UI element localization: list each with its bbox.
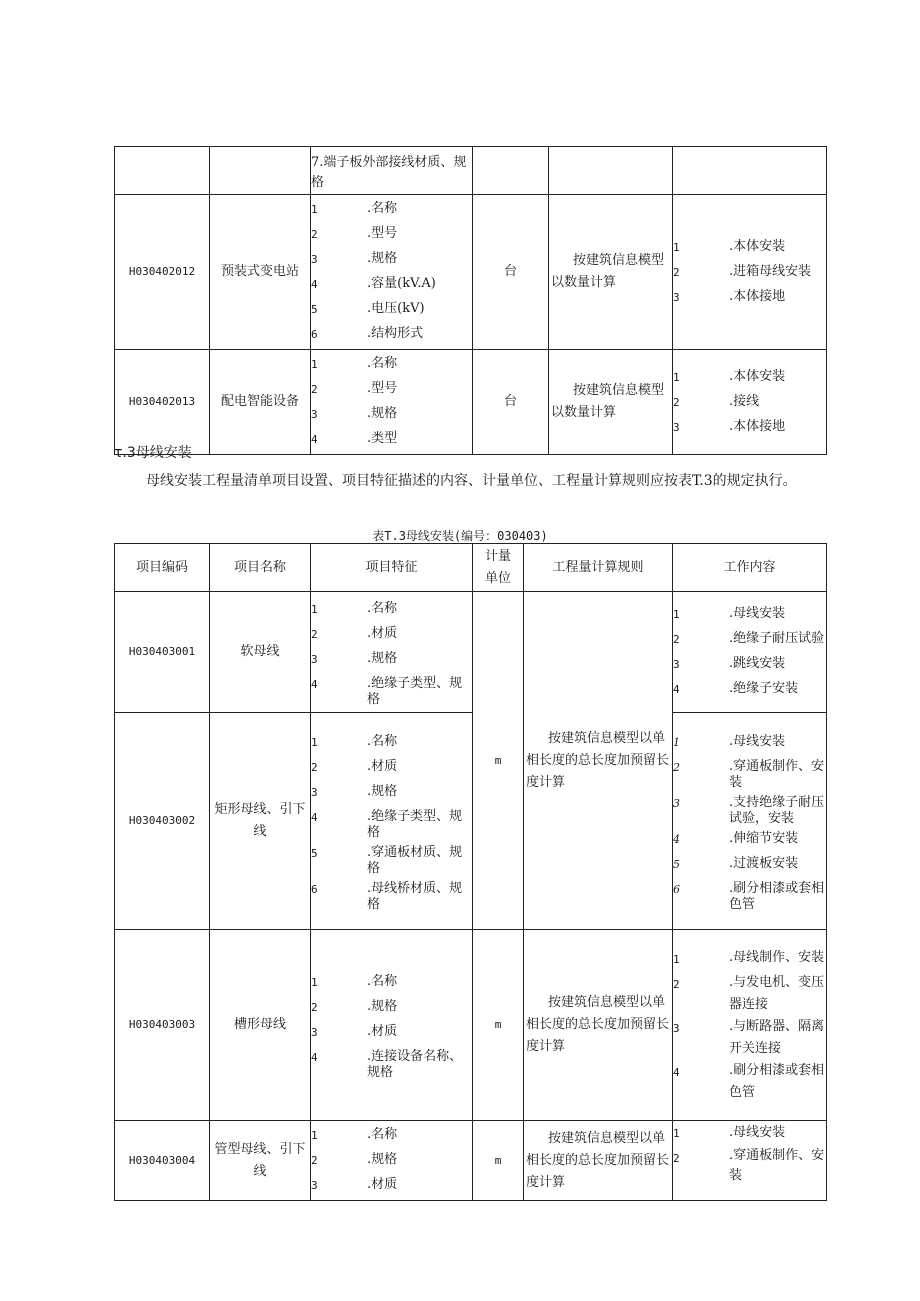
item-name-text: 管型母线、引下线: [214, 1141, 306, 1179]
feature-text: .电压(kV): [367, 301, 425, 316]
work-text: .与发电机、变压器连接: [729, 974, 825, 1012]
feature-num: 4: [311, 1050, 318, 1064]
work-text: .母线制作、安装: [729, 949, 825, 965]
feature-text: .绝缘子类型、规格: [367, 808, 463, 840]
work-num: 6: [673, 882, 680, 896]
feature-text: .规格: [367, 406, 398, 421]
feature-text: .名称: [367, 973, 398, 989]
work-text: .穿通板制作、安装: [729, 758, 825, 790]
table-row: [115, 147, 827, 195]
work-num: 1: [673, 1127, 680, 1140]
feature-num: 6: [311, 328, 318, 341]
header-code: 项目编码: [115, 544, 210, 592]
feature-num: 3: [311, 785, 318, 799]
work-num: 3: [673, 290, 680, 304]
feature-num: 1: [311, 203, 318, 216]
feature-text: .材质: [367, 1023, 398, 1039]
feature-num: 5: [311, 846, 318, 860]
feature-num: 1: [311, 975, 318, 989]
feature-text: .材质: [367, 1177, 398, 1192]
feature-text: .容量(kV.A): [367, 276, 436, 291]
work-text: .刷分相漆或套相色管: [729, 1062, 825, 1100]
item-code: H030403002: [115, 713, 210, 930]
work-text: .绝缘子耐压试验: [729, 631, 825, 646]
rule-cell: [549, 195, 673, 350]
unit-cell: 台: [473, 195, 549, 350]
header-name: 项目名称: [210, 544, 311, 592]
work-text: .本体接地: [729, 418, 786, 434]
rule-cell: [524, 1121, 673, 1201]
work-num: 2: [673, 760, 680, 774]
work-text: .本体安装: [729, 238, 786, 254]
work-cell: [673, 713, 827, 930]
item-code: H030403004: [115, 1121, 210, 1201]
unit-cell-merged: m: [473, 592, 524, 930]
work-num: 2: [673, 1152, 680, 1165]
item-code: H030402013: [115, 350, 210, 455]
item-code: H030403001: [115, 592, 210, 713]
work-num: 3: [673, 658, 680, 671]
feature-cell: [311, 1121, 473, 1201]
work-text: .接线: [729, 393, 760, 409]
item-name: 槽形母线: [210, 930, 311, 1121]
feature-text: .连接设备名称、规格: [367, 1048, 463, 1080]
feature-text: .母线桥材质、规格: [367, 880, 463, 912]
work-text: .进箱母线安装: [729, 263, 812, 279]
rule-text: 按建筑信息模型以单相长度的总长度加预留长度计算: [526, 995, 670, 1054]
feature-text: .规格: [367, 998, 398, 1014]
feature-cell: [311, 592, 473, 713]
table-busbar: [114, 543, 827, 1201]
item-name: 配电智能设备: [210, 350, 311, 455]
rule-cell: [524, 930, 673, 1121]
feature-num: 4: [311, 433, 318, 446]
feature-cell: [311, 930, 473, 1121]
work-text: .本体接地: [729, 288, 786, 304]
work-cell: [673, 1121, 827, 1201]
feature-num: 3: [311, 408, 318, 421]
table-row: [115, 1121, 827, 1201]
header-unit: [473, 544, 524, 592]
work-num: 1: [673, 952, 680, 966]
unit-cell: m: [473, 1121, 524, 1201]
feature-num: 6: [311, 882, 318, 896]
header-features: 项目特征: [311, 544, 473, 592]
work-cell: [673, 195, 827, 350]
table-row: [115, 713, 827, 930]
feature-text: .规格: [367, 650, 398, 666]
feature-cell: [311, 350, 473, 455]
feature-num: 3: [311, 253, 318, 266]
table-row: [115, 195, 827, 350]
work-num: 3: [673, 796, 680, 810]
feature-text: .名称: [367, 600, 398, 616]
feature-num: 2: [311, 1000, 318, 1014]
table-header-row: [115, 544, 827, 592]
work-text: .刷分相漆或套相色管: [729, 880, 825, 912]
work-text: .过渡板安装: [729, 855, 799, 871]
feature-num: 5: [311, 303, 318, 316]
work-num: 2: [673, 395, 680, 409]
rule-text: 按建筑信息模型以数量计算: [551, 383, 665, 420]
feature-text: .类型: [367, 431, 398, 446]
work-num: 1: [673, 370, 680, 384]
feature-text: .规格: [367, 783, 398, 799]
item-name: 预装式变电站: [210, 195, 311, 350]
feature-text: .规格: [367, 251, 398, 266]
item-code: H030403003: [115, 930, 210, 1121]
feature-num: 2: [311, 1154, 318, 1167]
table-continuation: [114, 146, 827, 455]
feature-text: .名称: [367, 356, 398, 371]
work-num: 4: [673, 832, 680, 846]
rule-text: 按建筑信息模型以单相长度的总长度加预留长度计算: [526, 730, 670, 790]
work-num: 1: [673, 735, 680, 749]
rule-cell-merged: [524, 592, 673, 930]
feature-num: 2: [311, 228, 318, 241]
feature-num: 4: [311, 677, 318, 691]
work-num: 2: [673, 265, 680, 279]
feature-text: .型号: [367, 381, 398, 396]
header-rule: 工程量计算规则: [524, 544, 673, 592]
item-name: 软母线: [210, 592, 311, 713]
feature-num: 3: [311, 1025, 318, 1039]
work-text: .穿通板制作、安装: [729, 1148, 825, 1183]
unit-cell: m: [473, 930, 524, 1121]
work-text: .绝缘子安装: [729, 681, 799, 696]
header-work: 工作内容: [673, 544, 827, 592]
work-num: 2: [673, 977, 680, 991]
feature-text: .材质: [367, 625, 398, 641]
feature-text: .名称: [367, 1127, 398, 1142]
feature-cell: [311, 713, 473, 930]
rule-text: 按建筑信息模型以单相长度的总长度加预留长度计算: [526, 1130, 670, 1190]
feature-num: 1: [311, 735, 318, 749]
work-text: .母线安装: [729, 606, 786, 621]
section-heading: τ.3母线安装: [114, 445, 192, 461]
feature-num: 4: [311, 810, 318, 824]
feature-text: .穿通板材质、规格: [367, 844, 463, 876]
work-text: .本体安装: [729, 368, 786, 384]
item-name-text: 矩形母线、引下线: [214, 802, 306, 839]
feature-cell: [311, 195, 473, 350]
work-text: .跳线安装: [729, 656, 786, 671]
work-text: .支持绝缘子耐压试验，安装: [729, 794, 825, 826]
unit-cell: 台: [473, 350, 549, 455]
feature-text: .绝缘子类型、规格: [367, 675, 463, 707]
rule-text: 按建筑信息模型以数量计算: [551, 253, 665, 290]
table-row: [115, 350, 827, 455]
item-code: H030402012: [115, 195, 210, 350]
work-text: .伸缩节安装: [729, 830, 799, 846]
work-cell: [673, 930, 827, 1121]
feature-text: .名称: [367, 201, 398, 216]
header-unit-text: 计量单位: [484, 548, 511, 586]
rule-cell: [549, 350, 673, 455]
work-num: 1: [673, 608, 680, 621]
work-num: 4: [673, 1065, 680, 1079]
work-text: .母线安装: [729, 733, 786, 749]
work-cell: [673, 350, 827, 455]
feature-num: 2: [311, 760, 318, 774]
feature-text: .结构形式: [367, 326, 424, 341]
feature-num: 1: [311, 1129, 318, 1142]
feature-num: 2: [311, 627, 318, 641]
work-num: 3: [673, 1021, 680, 1035]
feature-num: 4: [311, 278, 318, 291]
table-caption: 表T.3母线安装(编号：030403): [372, 529, 548, 543]
work-num: 4: [673, 683, 680, 696]
feature-num: 3: [311, 1179, 318, 1192]
work-text: .母线安装: [729, 1125, 786, 1140]
work-text: .与断路器、隔离开关连接: [729, 1018, 825, 1056]
feature-text: .规格: [367, 1152, 398, 1167]
feature-num: 2: [311, 383, 318, 396]
item-name: [210, 713, 311, 930]
table-row: [115, 930, 827, 1121]
item-name: [210, 1121, 311, 1201]
feature-text: 7.端子板外部接线材质、规格: [311, 155, 467, 190]
feature-text: .名称: [367, 733, 398, 749]
feature-text: .材质: [367, 758, 398, 774]
work-num: 1: [673, 240, 680, 254]
work-num: 5: [673, 857, 680, 871]
feature-cell: [311, 147, 473, 195]
table-row: [115, 592, 827, 713]
work-cell: [673, 592, 827, 713]
feature-num: 1: [311, 602, 318, 616]
feature-num: 1: [311, 358, 318, 371]
feature-text: .型号: [367, 226, 398, 241]
work-num: 2: [673, 633, 680, 646]
section-paragraph: 母线安装工程量清单项目设置、项目特征描述的内容、计量单位、工程量计算规则应按表T.3的规定执行。: [146, 473, 797, 489]
work-num: 3: [673, 420, 680, 434]
feature-num: 3: [311, 652, 318, 666]
